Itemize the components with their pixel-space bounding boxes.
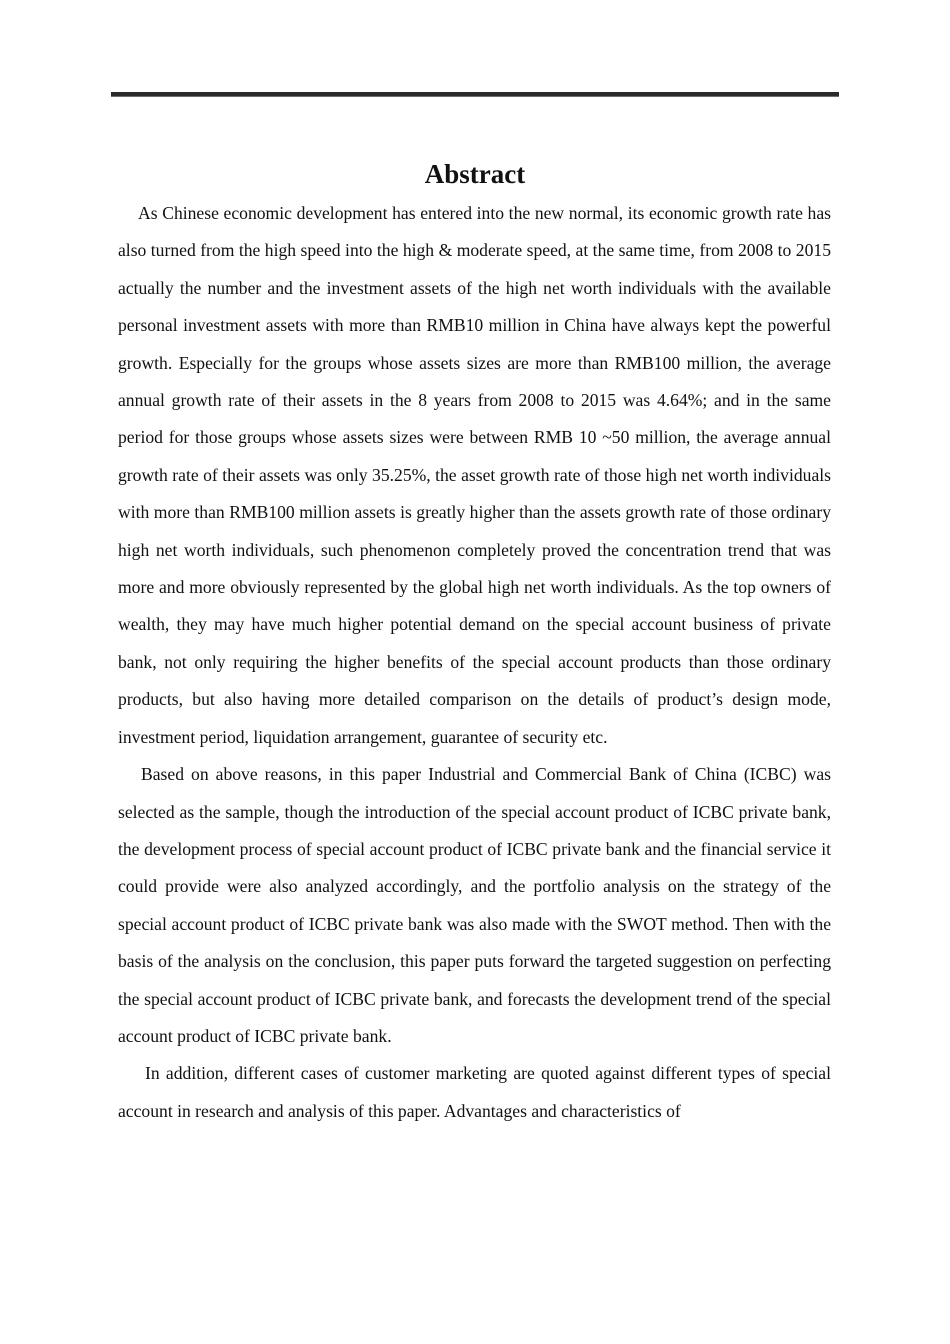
abstract-title: Abstract <box>424 159 526 189</box>
abstract-body <box>118 195 831 1130</box>
paragraph-1: As Chinese economic development has entered into the new normal, its economic growth rate has also turned from the high speed into the high & moderate speed, at the same time, from 2008 to 2015 actually the number and the investment assets of the high net worth individuals with the available personal investment assets with more than RMB10 million in China have always kept the powerful growth. Especially for the groups whose assets sizes are more than RMB100 million, the average annual growth rate of their assets in the 8 years from 2008 to 2015 was 4.64%; and in the same period for those groups whose assets sizes were between RMB 10 ~50 million, the average annual growth rate of their assets was only 35.25%, the asset growth rate of those high net worth individuals with more than RMB100 million assets is greatly higher than the assets growth rate of those ordinary high net worth individuals, such phenomenon completely proved the concentration trend that was more and more obviously represented by the global high net worth individuals. As the top owners of wealth, they may have much higher potential demand on the special account business of private bank, not only requiring the higher benefits of the special account products than those ordinary products, but also having more detailed comparison on the details of product’s design mode, investment period, liquidation arrangement, guarantee of security etc. <box>118 203 831 747</box>
paragraph-2: Based on above reasons, in this paper Industrial and Commercial Bank of China (ICBC) was selected as the sample, though the introduction of the special account product of ICBC private bank, the development process of special account product of ICBC private bank and the financial service it could provide were also analyzed accordingly, and the portfolio analysis on the strategy of the special account product of ICBC private bank was also made with the SWOT method. Then with the basis of the analysis on the conclusion, this paper puts forward the targeted suggestion on perfecting the special account product of ICBC private bank, and forecasts the development trend of the special account product of ICBC private bank. <box>118 764 831 1046</box>
header-rule <box>111 92 839 96</box>
paragraph-3: In addition, different cases of customer marketing are quoted against different types of special account in research and analysis of this paper. Advantages and characteristics of <box>118 1063 831 1121</box>
